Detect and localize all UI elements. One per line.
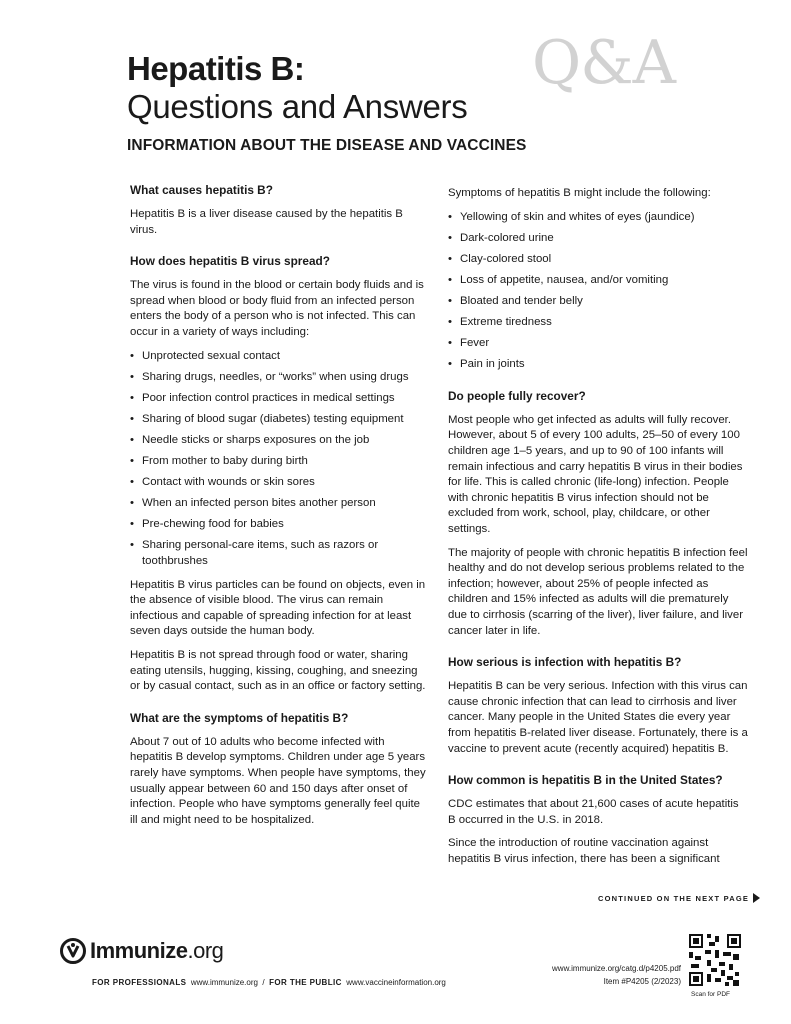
list-item: • Contact with wounds or skin sores bbox=[130, 475, 430, 491]
subtitle: INFORMATION ABOUT THE DISEASE AND VACCINES bbox=[127, 137, 527, 154]
continued-next-page bbox=[598, 893, 760, 903]
list-item: • Poor infection control practices in medical settings bbox=[130, 391, 430, 407]
public-link[interactable]: www.vaccineinformation.org bbox=[346, 978, 446, 987]
title-line2: Questions and Answers bbox=[127, 88, 468, 125]
paragraph-serious: Hepatitis B can be very serious. Infection with this virus can cause chronic infection that can lead to cirrhosis and liver cancer. Many people in the United States die every year from hepatitis B-related liver disease. Fortunately, there is a vaccine to prevent acute (recently acquired) hepatitis B. bbox=[448, 680, 748, 755]
section-heading-spread: How does hepatitis B virus spread? bbox=[130, 254, 330, 269]
list-item: • Pain in joints bbox=[448, 357, 748, 373]
section-heading-common: How common is hepatitis B in the United States? bbox=[448, 773, 723, 788]
paragraph-recover: Most people who get infected as adults will fully recover. However, about 5 of every 100 adults, 25–50 of every 100 children age 1–5 years, and up to 90 of 100 infants will remain infectious and carry hepatitis B virus in their bodies for life. This is called chronic (life-long) infection. People with chronic hepatitis B virus infection should not be excluded from work, school, play, childcare, or other settings. bbox=[448, 413, 743, 535]
list-item: • Sharing drugs, needles, or “works” when using drugs bbox=[130, 370, 430, 386]
for-public-label: FOR THE PUBLIC bbox=[269, 978, 342, 987]
list-item: • Unprotected sexual contact bbox=[130, 349, 430, 365]
logo-org: .org bbox=[187, 938, 224, 963]
for-professionals-label: FOR PROFESSIONALS bbox=[92, 978, 187, 987]
immunize-logo-icon bbox=[60, 938, 86, 964]
section-heading-causes: What causes hepatitis B? bbox=[130, 183, 273, 197]
paragraph-chronic: The majority of people with chronic hepatitis B infection feel healthy and do not develop serious problems related to the infection; however, about 25% of people infected as children and 15% infected as adults will die prematurely due to cirrhosis (scarring of the liver), liver failure, and liver cancer later in life. bbox=[448, 546, 748, 637]
logo-wordmark bbox=[90, 938, 223, 964]
paragraph-not-spread: Hepatitis B is not spread through food or water, sharing eating utensils, hugging, kissing, coughing, and sneezing or by casual contact, such as in an office or factory setting. bbox=[130, 648, 426, 693]
paragraph-vaccination: Since the introduction of routine vaccination against hepatitis B virus infection, there has been a significant bbox=[448, 837, 720, 865]
symptom-list bbox=[448, 210, 748, 373]
paragraph-particles: Hepatitis B virus particles can be found on objects, even in the absence of visible blood. The virus can remain infectious and capable of spreading infection for at least seven days outside the human body. bbox=[130, 578, 426, 638]
catg-link[interactable]: www.immunize.org/catg.d/p4205.pdf bbox=[552, 964, 681, 973]
list-item: • Fever bbox=[448, 336, 748, 352]
list-item: • Bloated and tender belly bbox=[448, 294, 748, 310]
section-heading-recover: Do people fully recover? bbox=[448, 388, 586, 403]
qa-watermark: Q&A bbox=[532, 28, 675, 98]
qr-code-icon bbox=[689, 934, 741, 986]
paragraph-spread: The virus is found in the blood or certain body fluids and is spread when blood or body fluid from an infected person enters the body of a person who is not infected. This can occur in a variety of ways including: bbox=[130, 279, 424, 338]
footer-item-info bbox=[552, 962, 681, 988]
continued-label: CONTINUED ON THE NEXT PAGE bbox=[598, 893, 750, 903]
list-item: • Dark-colored urine bbox=[448, 231, 748, 247]
list-item: • Sharing personal-care items, such as razors or toothbrushes bbox=[130, 538, 430, 569]
triangle-right-icon bbox=[753, 893, 760, 903]
footer-separator: / bbox=[262, 978, 265, 987]
section-heading-symptoms: What are the symptoms of hepatitis B? bbox=[130, 710, 349, 725]
spread-list bbox=[130, 349, 430, 570]
immunize-logo bbox=[60, 938, 223, 964]
section-heading-serious: How serious is infection with hepatitis B? bbox=[448, 655, 682, 670]
list-item: • Needle sticks or sharps exposures on the job bbox=[130, 433, 430, 449]
right-column bbox=[448, 186, 748, 876]
list-item: • Extreme tiredness bbox=[448, 315, 748, 331]
item-number: Item #P4205 (2/2023) bbox=[603, 977, 681, 986]
list-item: • From mother to baby during birth bbox=[130, 454, 430, 470]
list-item: • When an infected person bites another person bbox=[130, 496, 430, 512]
left-column bbox=[130, 183, 430, 836]
paragraph-symptoms: About 7 out of 10 adults who become infected with hepatitis B develop symptoms. Children under age 5 years rarely have symptoms. When people have symptoms, they usually appear between 60 and 150 days after onset of infection. People who have symptoms generally feel quite ill and might need to be hospitalized. bbox=[130, 735, 426, 826]
logo-main: Immunize bbox=[90, 938, 188, 963]
list-item: • Clay-colored stool bbox=[448, 252, 748, 268]
list-item: • Yellowing of skin and whites of eyes (jaundice) bbox=[448, 210, 748, 226]
title-line1: Hepatitis B: bbox=[127, 50, 305, 87]
scan-for-pdf-label: Scan for PDF bbox=[691, 991, 731, 998]
list-item: • Pre-chewing food for babies bbox=[130, 517, 430, 533]
paragraph-causes: Hepatitis B is a liver disease caused by the hepatitis B virus. bbox=[130, 208, 403, 236]
footer-links bbox=[92, 978, 446, 987]
paragraph-symptoms-intro: Symptoms of hepatitis B might include the following: bbox=[448, 187, 711, 199]
professionals-link[interactable]: www.immunize.org bbox=[190, 978, 258, 987]
list-item: • Sharing of blood sugar (diabetes) testing equipment bbox=[130, 412, 430, 428]
list-item: • Loss of appetite, nausea, and/or vomiting bbox=[448, 273, 748, 289]
paragraph-cdc-estimate: CDC estimates that about 21,600 cases of acute hepatitis B occurred in the U.S. in 2018. bbox=[448, 798, 739, 826]
